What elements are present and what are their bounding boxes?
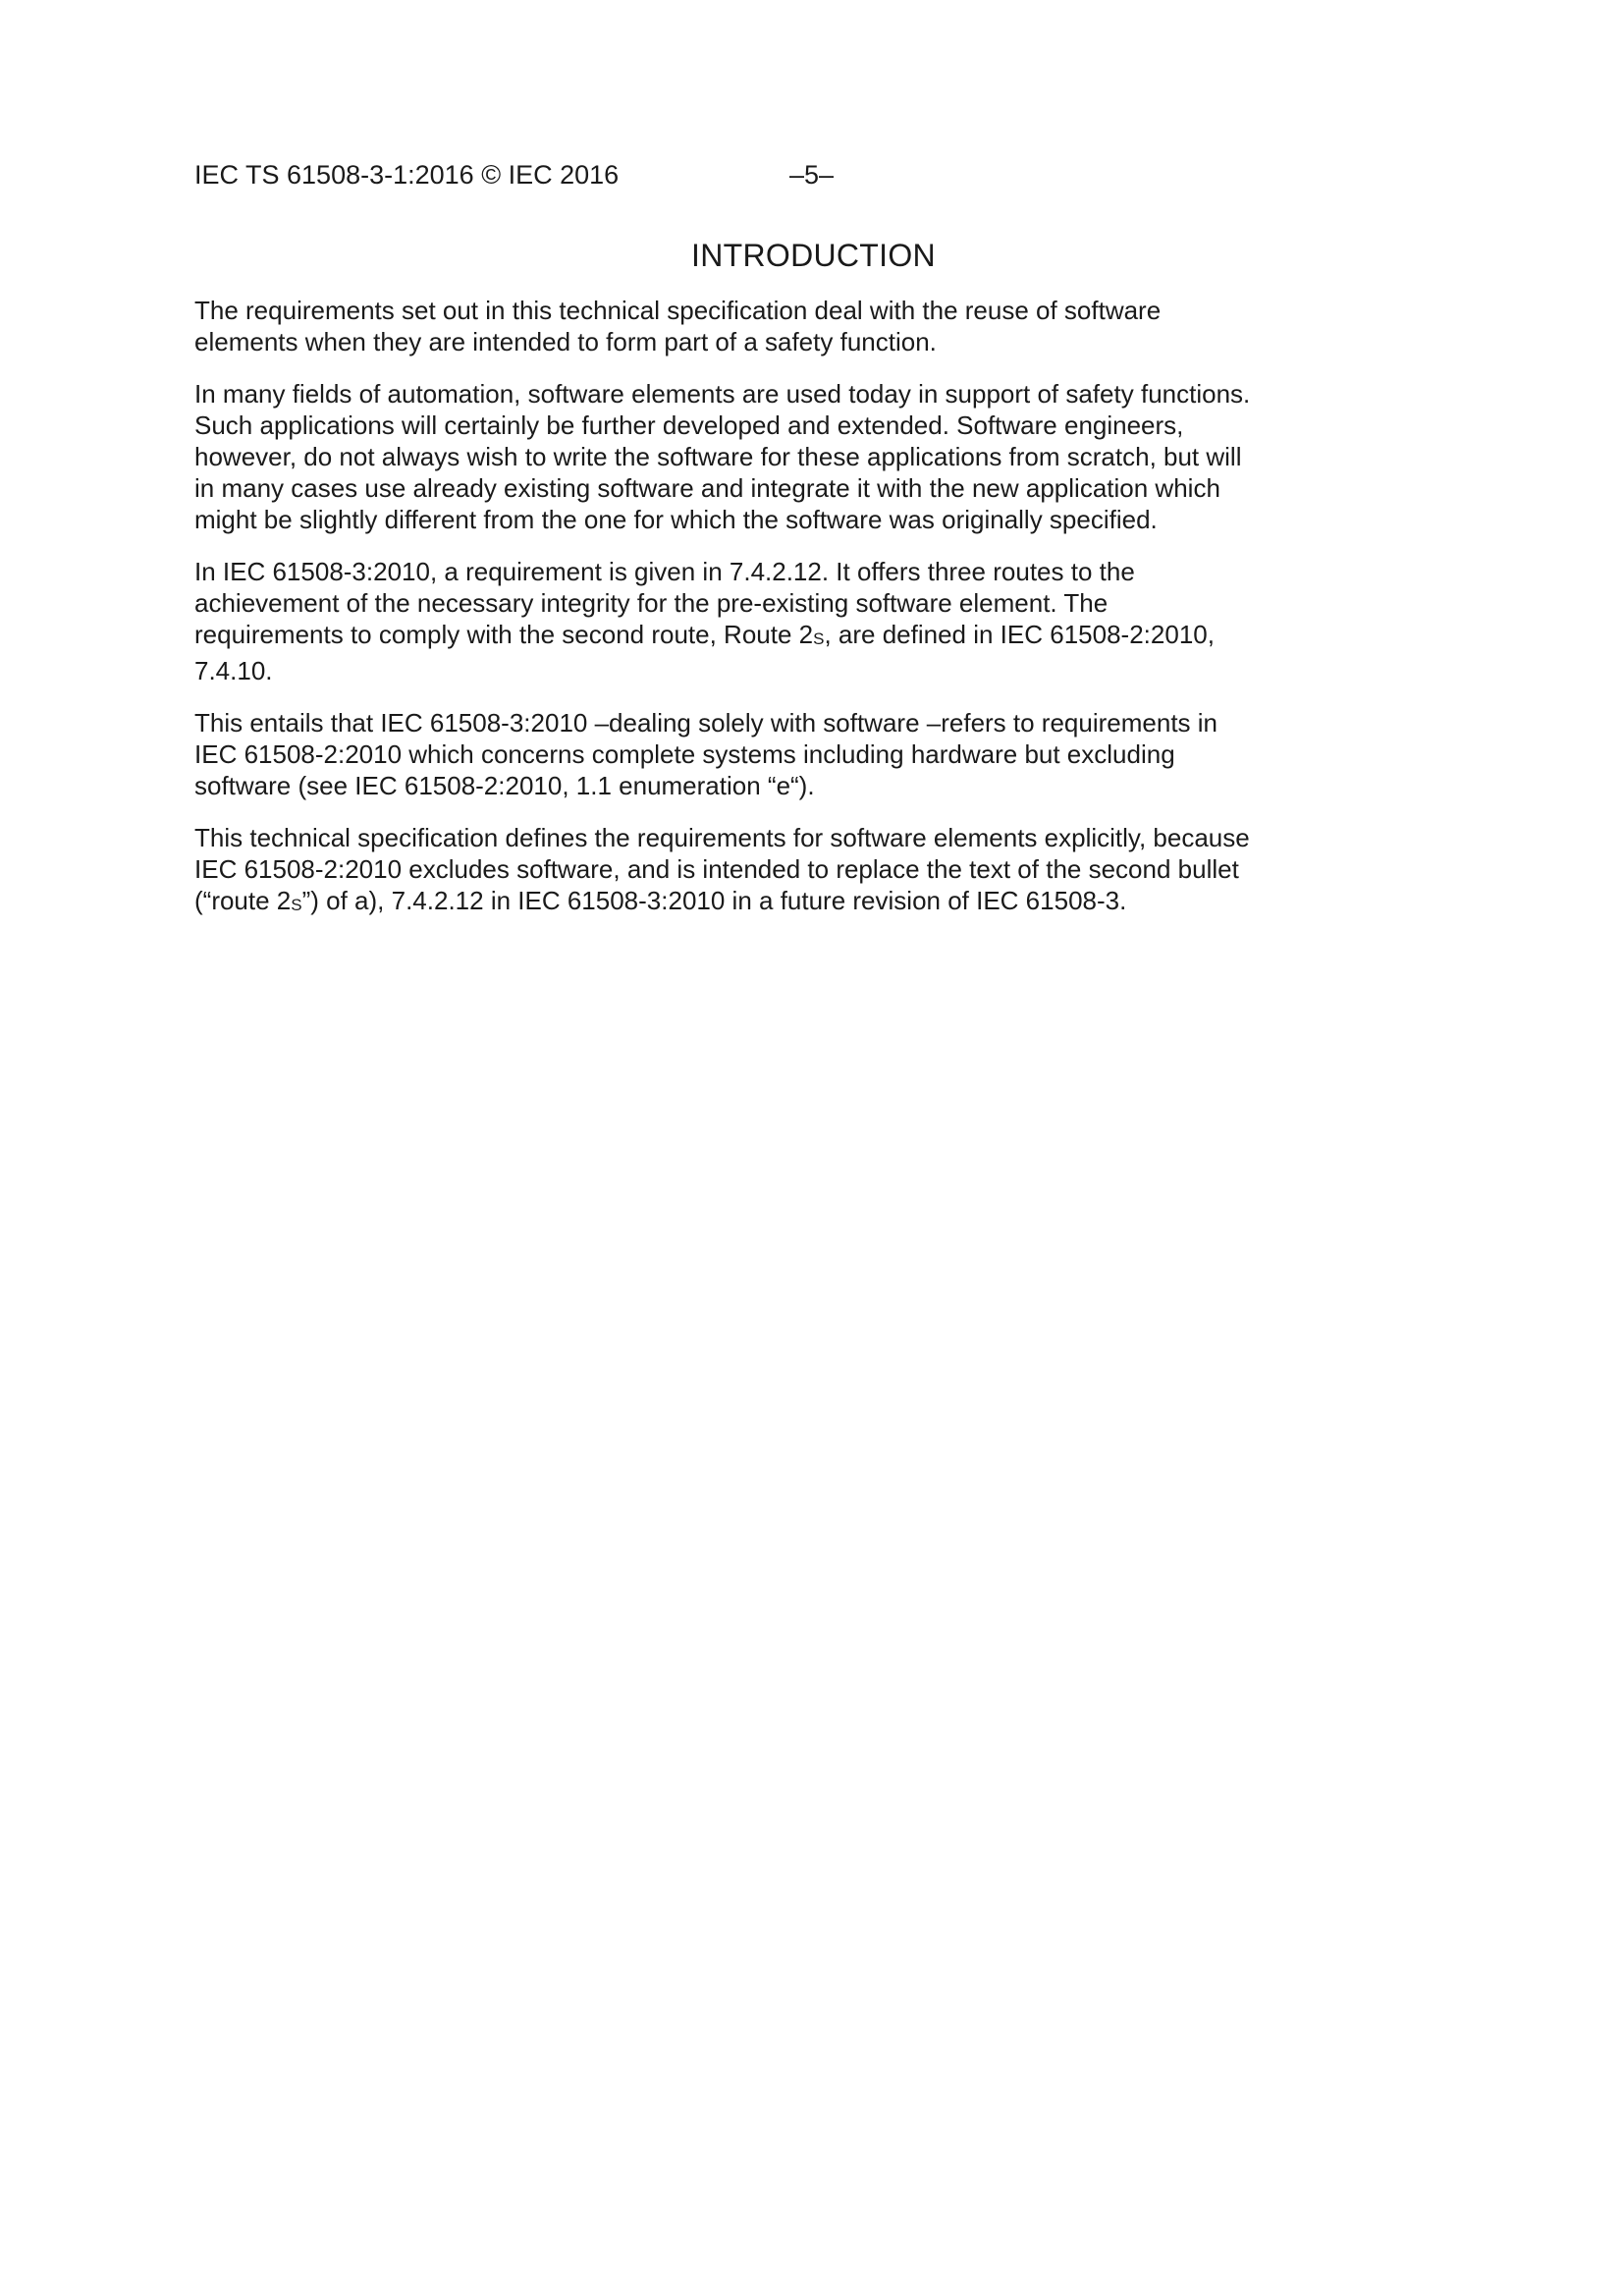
text-line: software (see IEC 61508-2:2010, 1.1 enumeration “e“). <box>194 771 815 800</box>
route-line-before: (“route 2 <box>194 886 292 915</box>
route-line-before: requirements to comply with the second route, Route 2 <box>194 620 814 649</box>
text-line: might be slightly different from the one for which the software was originally specified. <box>194 505 1158 534</box>
text-line: IEC 61508-2:2010 which concerns complete systems including hardware but excluding <box>194 739 1175 769</box>
route-line <box>194 885 1348 921</box>
text-line: In IEC 61508-3:2010, a requirement is given in 7.4.2.12. It offers three routes to the <box>194 557 1135 586</box>
paragraph-3 <box>194 556 1348 686</box>
section-title-text: INTRODUCTION <box>691 238 936 273</box>
text-line: in many cases use already existing software and integrate it with the new application which <box>194 473 1220 503</box>
text-line: The requirements set out in this technical specification deal with the reuse of software <box>194 296 1162 325</box>
section-title <box>0 236 1623 275</box>
text-line: 7.4.10. <box>194 656 273 685</box>
text-line: This entails that IEC 61508-3:2010 –dealing solely with software –refers to requirements in <box>194 708 1218 738</box>
page-number: –5– <box>789 160 835 190</box>
route-subscript: S <box>813 629 825 648</box>
paragraph-2 <box>194 378 1348 535</box>
paragraph-4 <box>194 707 1348 801</box>
text-line: achievement of the necessary integrity for the pre-existing software element. The <box>194 588 1109 618</box>
text-line: elements when they are intended to form part of a safety function. <box>194 327 937 356</box>
paragraph-1 <box>194 295 1348 357</box>
route-line <box>194 619 1348 655</box>
text-line: This technical specification defines the requirements for software elements explicitly, because <box>194 823 1250 852</box>
text-line: however, do not always wish to write the software for these applications from scratch, but will <box>194 442 1242 471</box>
page-header <box>194 157 1432 192</box>
route-subscript: S <box>291 896 302 914</box>
paragraph-5 <box>194 822 1348 921</box>
text-line: IEC 61508-2:2010 excludes software, and is intended to replace the text of the second bullet <box>194 854 1239 884</box>
document-reference: IEC TS 61508-3-1:2016 © IEC 2016 <box>194 160 620 190</box>
route-line-after: , are defined in IEC 61508-2:2010, <box>824 620 1215 649</box>
route-line-after: ”) of a), 7.4.2.12 in IEC 61508-3:2010 in a future revision of IEC 61508-3. <box>301 886 1127 915</box>
text-line: In many fields of automation, software elements are used today in support of safety functions. <box>194 379 1251 409</box>
text-line: Such applications will certainly be further developed and extended. Software engineers, <box>194 410 1184 440</box>
introduction-body <box>194 295 1348 942</box>
